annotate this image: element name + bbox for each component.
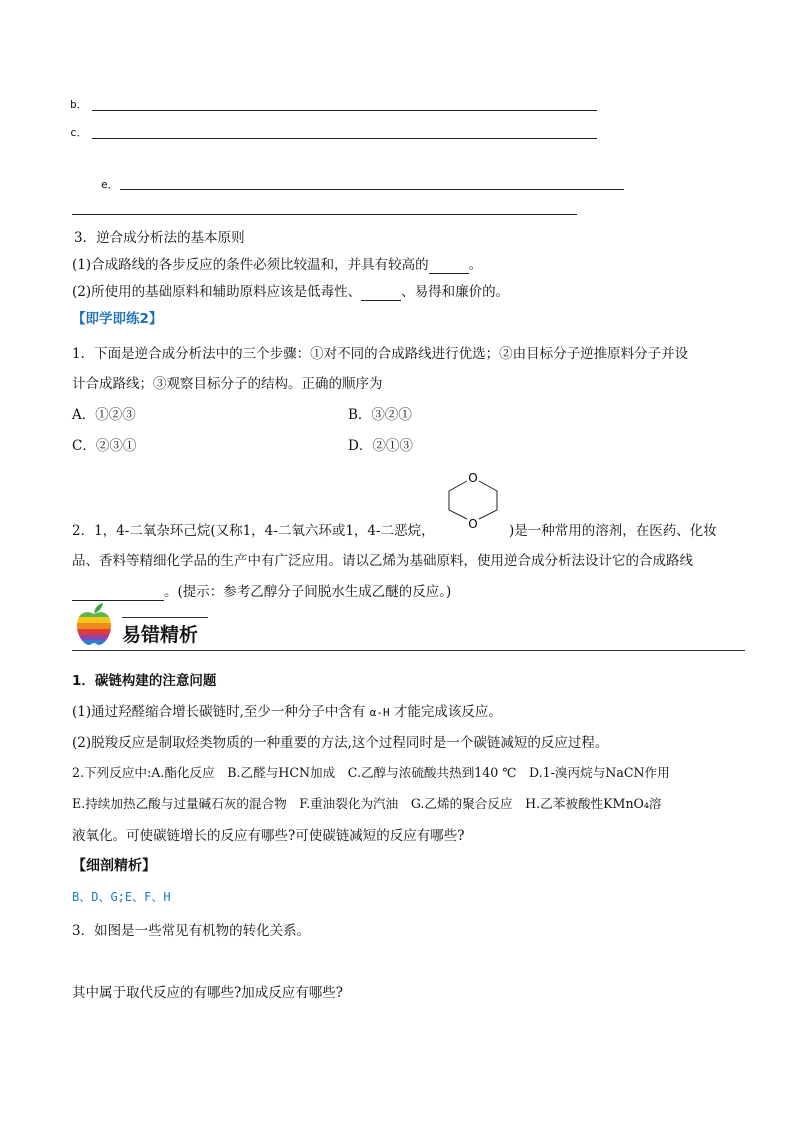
practice-q2-line3: 。(提示：参考乙醇分子间脱水生成乙醚的反应。) xyxy=(72,580,451,601)
ring-oxygen-bottom: O xyxy=(468,517,478,531)
ring-oxygen-top: O xyxy=(468,471,478,485)
answer-line-b[interactable] xyxy=(92,110,597,111)
line-e-label: e． xyxy=(101,178,119,191)
line-b-label: b． xyxy=(70,98,88,111)
errors-item3: 3．如图是一些常见有机物的转化关系。 xyxy=(72,923,311,939)
apple-logo-icon xyxy=(72,602,116,646)
answer-line-extra[interactable] xyxy=(72,214,577,215)
answer-line-e[interactable] xyxy=(120,189,624,190)
principle-1-blank[interactable] xyxy=(429,257,469,274)
errors-item1-heading: 1．碳链构建的注意问题 xyxy=(72,673,217,689)
ring-bonds-right xyxy=(479,481,497,519)
section-divider xyxy=(72,650,745,651)
principle-2-blank[interactable] xyxy=(361,284,401,301)
section-title-overline xyxy=(122,617,208,618)
practice-q2-line2: 品、香料等精细化学品的生产中有广泛应用。请以乙烯为基础原料，使用逆合成分析法设计它的合成路线 xyxy=(72,553,693,569)
errors-item2-line1: 2.下列反应中:A.酯化反应 B.乙醛与HCN加成 C.乙醇与浓硫酸共热到140 ℃ D.1-溴丙烷与NaCN作用 xyxy=(72,765,670,780)
principle-1: (1)合成路线的各步反应的条件必须比较温和，并具有较高的 。 xyxy=(72,257,483,273)
practice-q2-line1-after: )是一种常用的溶剂，在医药、化妆 xyxy=(509,523,717,539)
option-c[interactable]: C．②③① xyxy=(72,438,137,454)
analysis-answer: B、D、G;E、F、H xyxy=(72,890,171,904)
analysis-heading: 【细剖精析】 xyxy=(72,858,156,874)
line-c-label: c． xyxy=(70,126,88,139)
practice-q1-line1: 1．下面是逆合成分析法中的三个步骤：①对不同的合成路线进行优选；②由目标分子逆推原料分子并设 xyxy=(72,346,689,362)
section-title: 易错精析 xyxy=(122,624,199,646)
option-d[interactable]: D．②①③ xyxy=(348,438,413,454)
practice-q1-line2: 计合成路线；③观察目标分子的结构。正确的顺序为 xyxy=(72,376,383,392)
principles-heading: 3．逆合成分析法的基本原则 xyxy=(74,230,245,246)
option-b[interactable]: B．③②① xyxy=(348,407,412,423)
errors-item3-question: 其中属于取代反应的有哪些?加成反应有哪些? xyxy=(72,985,343,1001)
answer-line-c[interactable] xyxy=(92,138,597,139)
practice-q2-line1: 2．1，4-二氧杂环己烷(又称1，4-二氧六环或1，4-二恶烷， xyxy=(72,523,435,539)
errors-item1-p1: (1)通过羟醛缩合增长碳链时,至少一种分子中含有 α-H 才能完成该反应。 xyxy=(72,704,502,720)
errors-item1-p2: (2)脱羧反应是制取烃类物质的一种重要的方法,这个过程同时是一个碳链减短的反应过程。 xyxy=(72,735,609,751)
principle-2: (2)所使用的基础原料和辅助原料应该是低毒性、 、易得和廉价的。 xyxy=(72,284,510,300)
dioxane-ring-structure xyxy=(442,466,504,532)
errors-item2-line2: E.持续加热乙酸与过量碱石灰的混合物 F.重油裂化为汽油 G.乙烯的聚合反应 H.乙苯被酸性KMnO₄溶 xyxy=(72,796,662,811)
practice-q2-blank[interactable] xyxy=(72,584,164,601)
practice-heading: 【即学即练2】 xyxy=(72,311,163,327)
ring-bonds-left xyxy=(449,481,467,519)
option-a[interactable]: A．①②③ xyxy=(72,407,136,423)
errors-item2-line3: 液氧化。可使碳链增长的反应有哪些?可使碳链减短的反应有哪些? xyxy=(72,828,465,844)
